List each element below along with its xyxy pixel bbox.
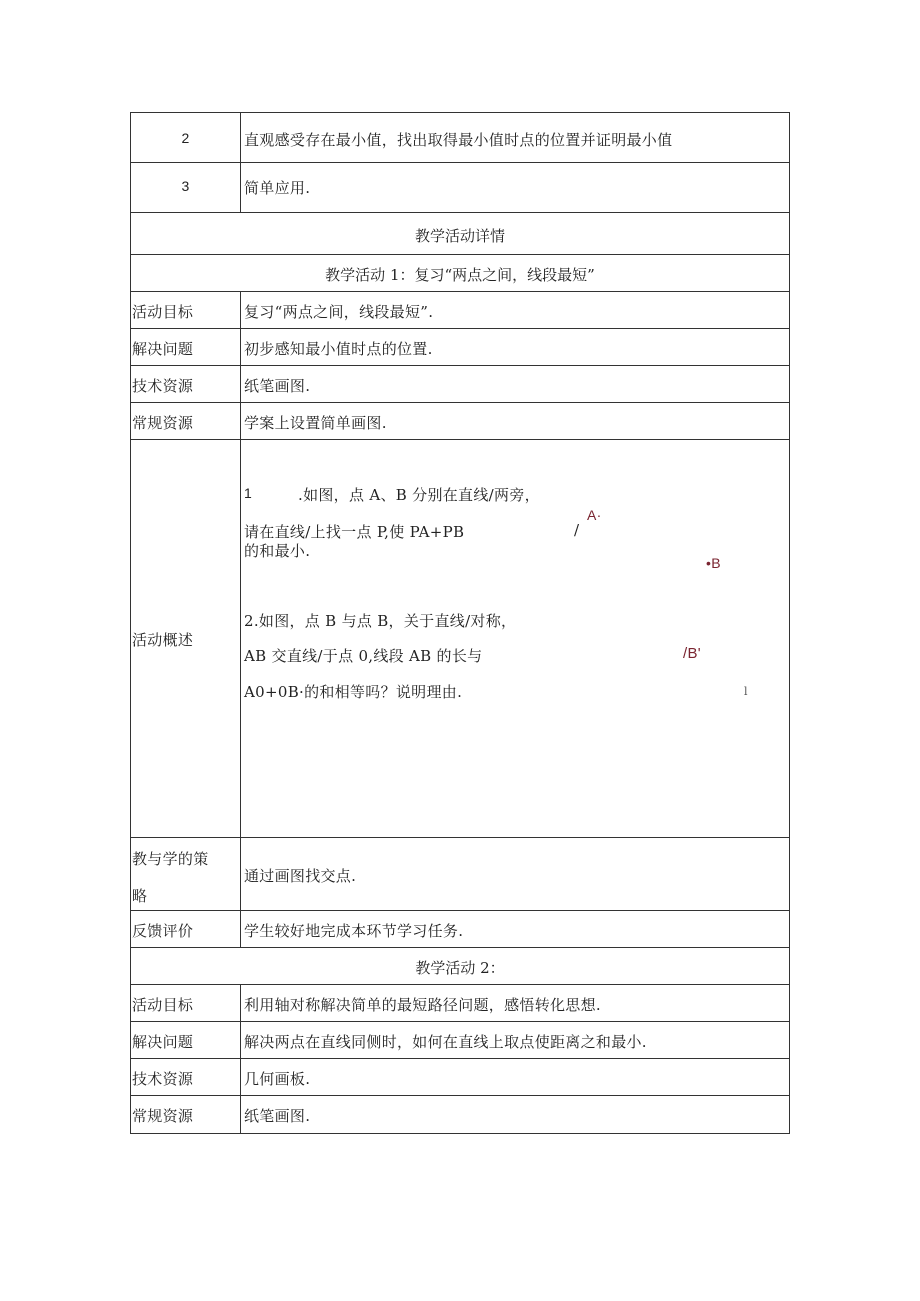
objective-number: 3 xyxy=(181,178,190,194)
question1-number: 1 xyxy=(244,485,253,501)
activity2-tech-row xyxy=(130,1059,790,1096)
section-title: 教学活动详情 xyxy=(414,227,505,245)
row-value-cell xyxy=(241,1059,789,1095)
activity2-goal-row xyxy=(130,985,790,1022)
activity1-strategy-row xyxy=(130,838,790,911)
objective-number: 2 xyxy=(181,130,190,146)
objective-number-cell xyxy=(131,113,241,162)
row-label: 反馈评价 xyxy=(132,922,194,940)
row-value-cell xyxy=(241,985,789,1021)
section-title-row xyxy=(130,213,790,255)
question1-line1: .如图，点 A、B 分别在直线/两旁， xyxy=(298,486,540,504)
question1-line3: 的和最小. xyxy=(244,542,311,560)
objective-row-2 xyxy=(130,112,790,163)
objective-text-cell xyxy=(241,163,789,212)
objective-text: 简单应用. xyxy=(244,179,311,197)
activity1-goal-row xyxy=(130,292,790,329)
row-value: 复习“两点之间，线段最短”. xyxy=(244,303,434,321)
row-label-cell xyxy=(131,838,241,910)
row-label: 活动目标 xyxy=(132,303,194,321)
row-label: 解决问题 xyxy=(132,340,194,358)
activity1-overview-row xyxy=(130,440,790,838)
row-value: 利用轴对称解决简单的最短路径问题，感悟转化思想. xyxy=(244,996,601,1014)
activity2-problem-row xyxy=(130,1022,790,1059)
figure1-point-a: A· xyxy=(587,507,602,523)
row-label-cell xyxy=(131,1022,241,1058)
activity1-problem-row xyxy=(130,329,790,366)
row-value: 通过画图找交点. xyxy=(244,867,357,885)
overview-content-cell xyxy=(241,440,789,837)
objective-text: 直观感受存在最小值，找出取得最小值时点的位置并证明最小值 xyxy=(244,131,673,149)
objective-number-cell xyxy=(131,163,241,212)
activity1-feedback-row xyxy=(130,911,790,948)
row-value: 初步感知最小值时点的位置. xyxy=(244,340,433,358)
activity1-tech-row xyxy=(130,366,790,403)
row-value: 解决两点在直线同侧时，如何在直线上取点使距离之和最小. xyxy=(244,1033,647,1051)
row-label-cell xyxy=(131,440,241,837)
row-value-cell xyxy=(241,911,789,947)
row-label-cell xyxy=(131,366,241,402)
figure1-line-l: / xyxy=(574,521,580,539)
row-label: 活动目标 xyxy=(132,996,194,1014)
row-value: 学案上设置简单画图. xyxy=(244,414,387,432)
row-label-cell xyxy=(131,329,241,365)
row-value: 纸笔画图. xyxy=(244,377,311,395)
row-label: 常规资源 xyxy=(132,414,194,432)
row-label: 解决问题 xyxy=(132,1033,194,1051)
row-label-cell xyxy=(131,1059,241,1095)
row-label-cell xyxy=(131,403,241,439)
row-label: 活动概述 xyxy=(132,631,194,649)
figure2-point-b-prime: /B' xyxy=(683,645,701,662)
row-value-cell xyxy=(241,1022,789,1058)
question2-line2: AB 交直线/于点 0,线段 AB 的长与 xyxy=(244,647,483,665)
activity2-title-row xyxy=(130,948,790,985)
row-label-line1: 教与学的策 xyxy=(132,850,209,868)
row-label-cell xyxy=(131,292,241,328)
activity2-regular-row xyxy=(130,1096,790,1134)
activity1-title: 教学活动 1：复习“两点之间，线段最短” xyxy=(325,266,595,284)
row-label-cell xyxy=(131,985,241,1021)
row-value-cell xyxy=(241,329,789,365)
row-value-cell xyxy=(241,403,789,439)
row-label-line2: 略 xyxy=(132,887,148,905)
activity1-regular-row xyxy=(130,403,790,440)
figure2-line-l: l xyxy=(744,685,748,698)
row-value: 学生较好地完成本环节学习任务. xyxy=(244,922,464,940)
row-label: 技术资源 xyxy=(132,1070,194,1088)
row-value: 纸笔画图. xyxy=(244,1107,311,1125)
objective-row-3 xyxy=(130,163,790,213)
row-value-cell xyxy=(241,1096,789,1133)
row-value-cell xyxy=(241,366,789,402)
question2-line1: 2.如图，点 B 与点 B，关于直线/对称， xyxy=(244,612,517,630)
row-value: 几何画板. xyxy=(244,1070,311,1088)
row-value-cell xyxy=(241,838,789,910)
row-value-cell xyxy=(241,292,789,328)
row-label-cell xyxy=(131,1096,241,1133)
figure1-point-b: •B xyxy=(706,555,721,571)
activity1-title-row xyxy=(130,255,790,292)
activity2-title: 教学活动 2： xyxy=(415,959,505,977)
row-label: 常规资源 xyxy=(132,1107,194,1125)
question1-line2: 请在直线/上找一点 P,使 PA+PB xyxy=(244,523,465,541)
row-label: 技术资源 xyxy=(132,377,194,395)
row-label-cell xyxy=(131,911,241,947)
question2-line3: A0+0B·的和相等吗？说明理由. xyxy=(244,683,463,701)
objective-text-cell xyxy=(241,113,789,162)
